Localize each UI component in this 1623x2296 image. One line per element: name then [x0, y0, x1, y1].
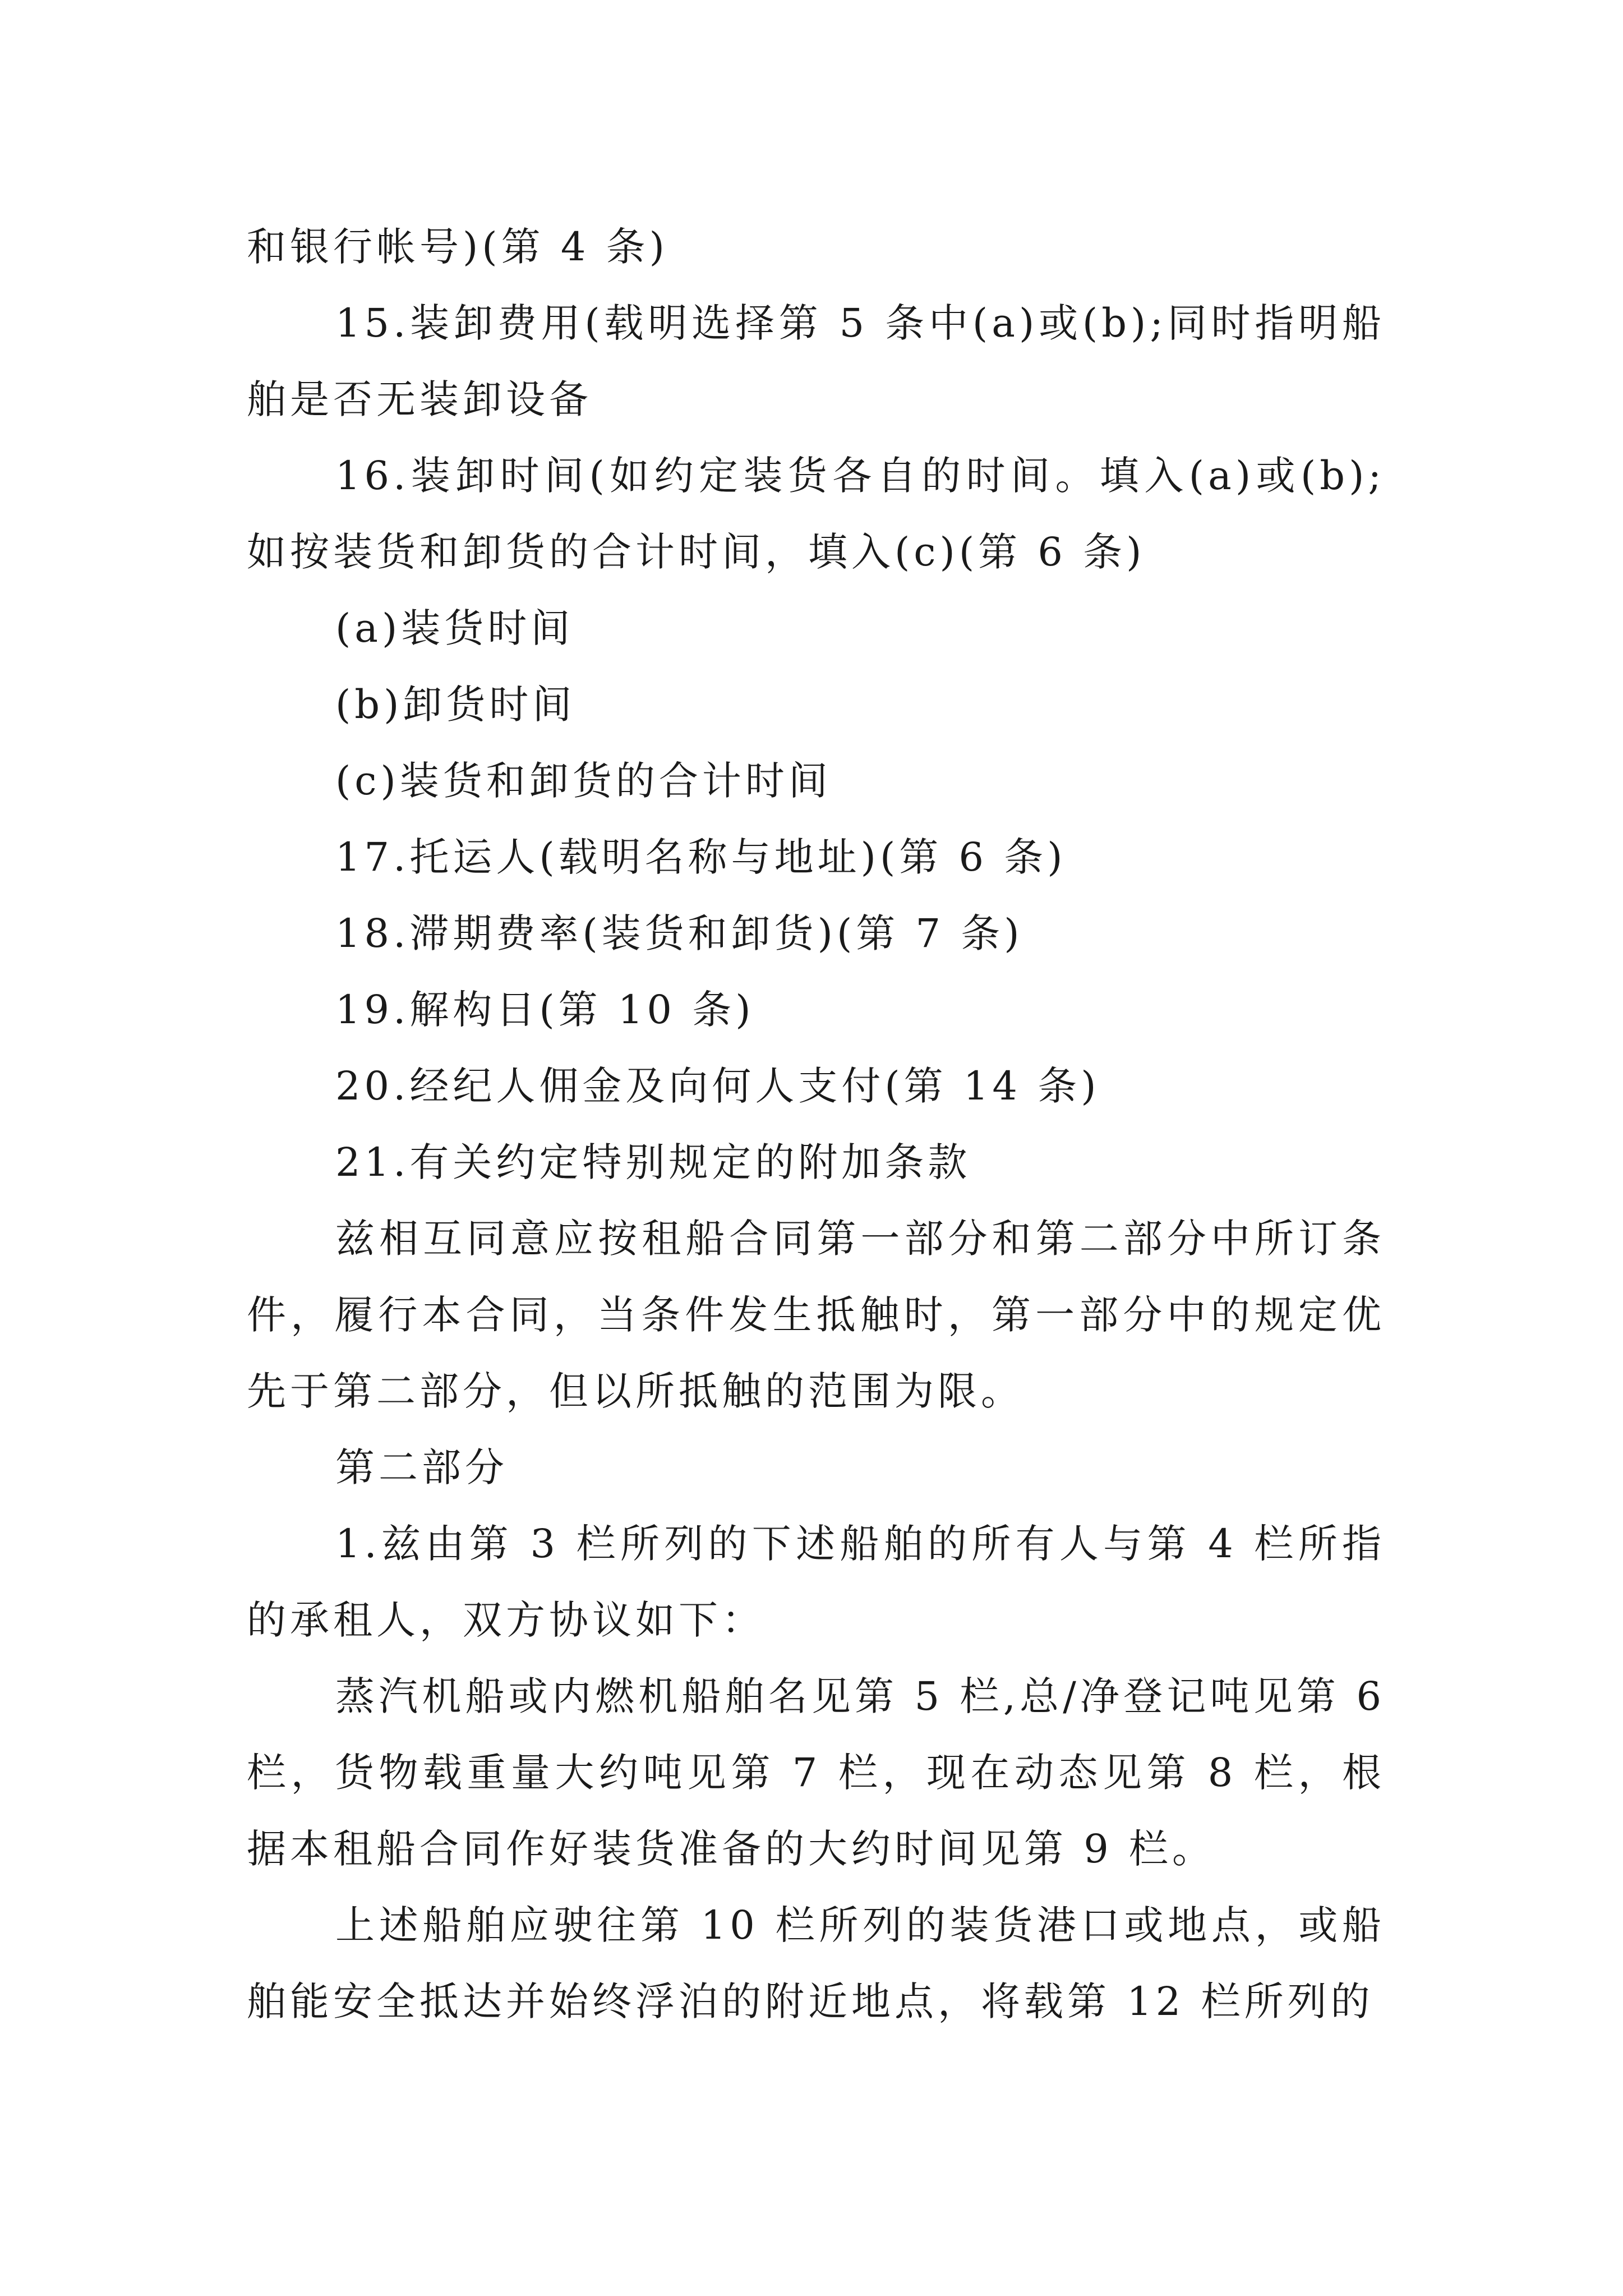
paragraph-item-21: 21.有关约定特别规定的附加条款 — [335, 1139, 971, 1185]
paragraph-vessel-description: 蒸汽机船或内燃机船舶名见第 5 栏,总/净登记吨见第 6 栏，货物载重量大约吨见第 7 栏，现在动态见第 8 栏，根据本租船合同作好装货准备的大约时间见第 9 栏。 — [247, 1673, 1385, 1872]
paragraph-item-17: 17.托运人(载明名称与地址)(第 6 条) — [335, 834, 1067, 880]
paragraph-item-16a: (a)装货时间 — [335, 605, 574, 651]
paragraph-item-16b: (b)卸货时间 — [335, 682, 576, 728]
paragraph-part-two-clause-1: 1.兹由第 3 栏所列的下述船舶的所有人与第 4 栏所指的承租人，双方协议如下： — [247, 1521, 1385, 1643]
paragraph-item-20: 20.经纪人佣金及向何人支付(第 14 条) — [335, 1063, 1100, 1109]
paragraph-continuation: 和银行帐号)(第 4 条) — [247, 224, 668, 270]
paragraph-item-16c: (c)装货和卸货的合计时间 — [335, 758, 832, 804]
paragraph-item-19: 19.解构日(第 10 条) — [335, 987, 755, 1033]
paragraph-agreement: 兹相互同意应按租船合同第一部分和第二部分中所订条件，履行本合同，当条件发生抵触时，第一部分中的规定优先于第二部分，但以所抵触的范围为限。 — [247, 1216, 1385, 1414]
paragraph-loading-port: 上述船舶应驶往第 10 栏所列的装货港口或地点，或船舶能安全抵达并始终浮泊的附近地点，将载第 12 栏所列的 — [247, 1902, 1385, 2024]
paragraph-item-18: 18.滞期费率(装货和卸货)(第 7 条) — [335, 910, 1023, 956]
paragraph-item-15: 15.装卸费用(载明选择第 5 条中(a)或(b);同时指明船舶是否无装卸设备 — [247, 300, 1385, 422]
section-heading-part-two: 第二部分 — [335, 1444, 508, 1490]
paragraph-item-16: 16.装卸时间(如约定装货各自的时间。填入(a)或(b);如按装货和卸货的合计时间，填入(c)(第 6 条) — [247, 453, 1385, 575]
document-body — [247, 209, 1385, 2040]
